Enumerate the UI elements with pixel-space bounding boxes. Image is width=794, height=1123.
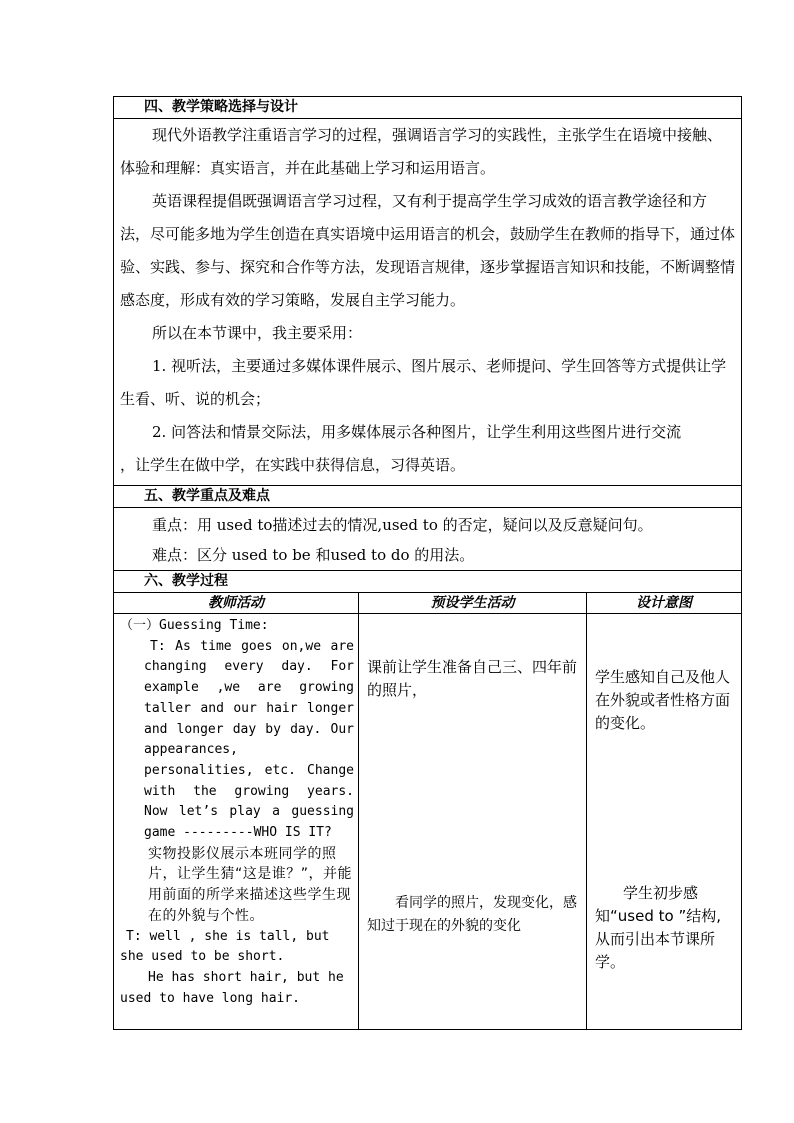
teacher-talk: T: As time goes on,we are changing every day. For example ,we are growing taller and our hair longer and longer day by day. Our appearances, personalities, etc. Change with the growing years. Now let’s play a guessing game ---------WHO IS IT?	[144, 638, 354, 841]
section4-body	[114, 119, 742, 486]
column-header-design: 设计意图	[587, 593, 742, 614]
teacher-activity-cell	[114, 614, 359, 1030]
section4-paragraph: 1. 视听法，主要通过多媒体课件展示、图片展示、老师提问、学生回答等方式提供让学生看、听、说的机会；	[120, 357, 727, 408]
design-intent-2: 学生初步感知“used to ”结构,从而引出本节课所学。	[595, 884, 721, 971]
activity-title: （一）Guessing Time:	[120, 618, 269, 633]
column-header-student: 预设学生活动	[359, 593, 587, 614]
lesson-plan-table	[113, 96, 742, 1030]
section4-paragraph: 2. 问答法和情景交际法，用多媒体展示各种图片，让学生利用这些图片进行交流	[152, 423, 682, 441]
teacher-example-line: T: well , she is tall, but	[126, 928, 330, 944]
key-point-text: 重点：用 used to描述过去的情况,used to 的否定，疑问以及反意疑问句。	[152, 516, 653, 534]
student-activity-1: 课前让学生准备自己三、四年前的照片，	[367, 658, 578, 699]
lesson-plan-document	[113, 96, 741, 1030]
teacher-example-line: He has short hair, but he	[148, 969, 344, 985]
difficulty-text: 难点：区分 used to be 和used to do 的用法。	[152, 546, 475, 564]
teacher-example-line: used to have long hair.	[120, 990, 301, 1006]
section6-heading: 六、教学过程	[114, 571, 742, 593]
design-intent-1: 学生感知自己及他人在外貌或者性格方面的变化。	[595, 668, 731, 732]
teacher-example-line: she used to be short.	[120, 949, 285, 965]
section4-paragraph: 英语课程提倡既强调语言学习过程，又有利于提高学生学习成效的语言教学途径和方法，尽可能多地为学生创造在真实语境中运用语言的机会，鼓励学生在教师的指导下，通过体验、实践、参与、探究和合作等方法，发现语言规律，逐步掌握语言知识和技能，不断调整情感态度，形成有效的学习策略，发展自主学习能力。	[120, 192, 736, 309]
column-header-teacher: 教师活动	[114, 593, 359, 614]
section4-heading: 四、教学策略选择与设计	[114, 97, 742, 119]
section5-heading: 五、教学重点及难点	[114, 486, 742, 508]
section4-paragraph: 所以在本节课中，我主要采用：	[152, 324, 363, 342]
section4-paragraph: ，让学生在做中学，在实践中获得信息，习得英语。	[120, 456, 466, 474]
design-intent-cell	[587, 614, 742, 1030]
teacher-instruction: 实物投影仪展示本班同学的照片，让学生猜“这是谁？”，并能用前面的所学来描述这些学生现在的外貌与个性。	[148, 845, 353, 924]
section5-body	[114, 508, 742, 571]
student-activity-2: 看同学的照片，发现变化，感知过于现在的外貌的变化	[367, 895, 577, 934]
student-activity-cell	[359, 614, 587, 1030]
section4-paragraph: 现代外语教学注重语言学习的过程，强调语言学习的实践性，主张学生在语境中接触、体验和理解：真实语言，并在此基础上学习和运用语言。	[120, 126, 723, 177]
